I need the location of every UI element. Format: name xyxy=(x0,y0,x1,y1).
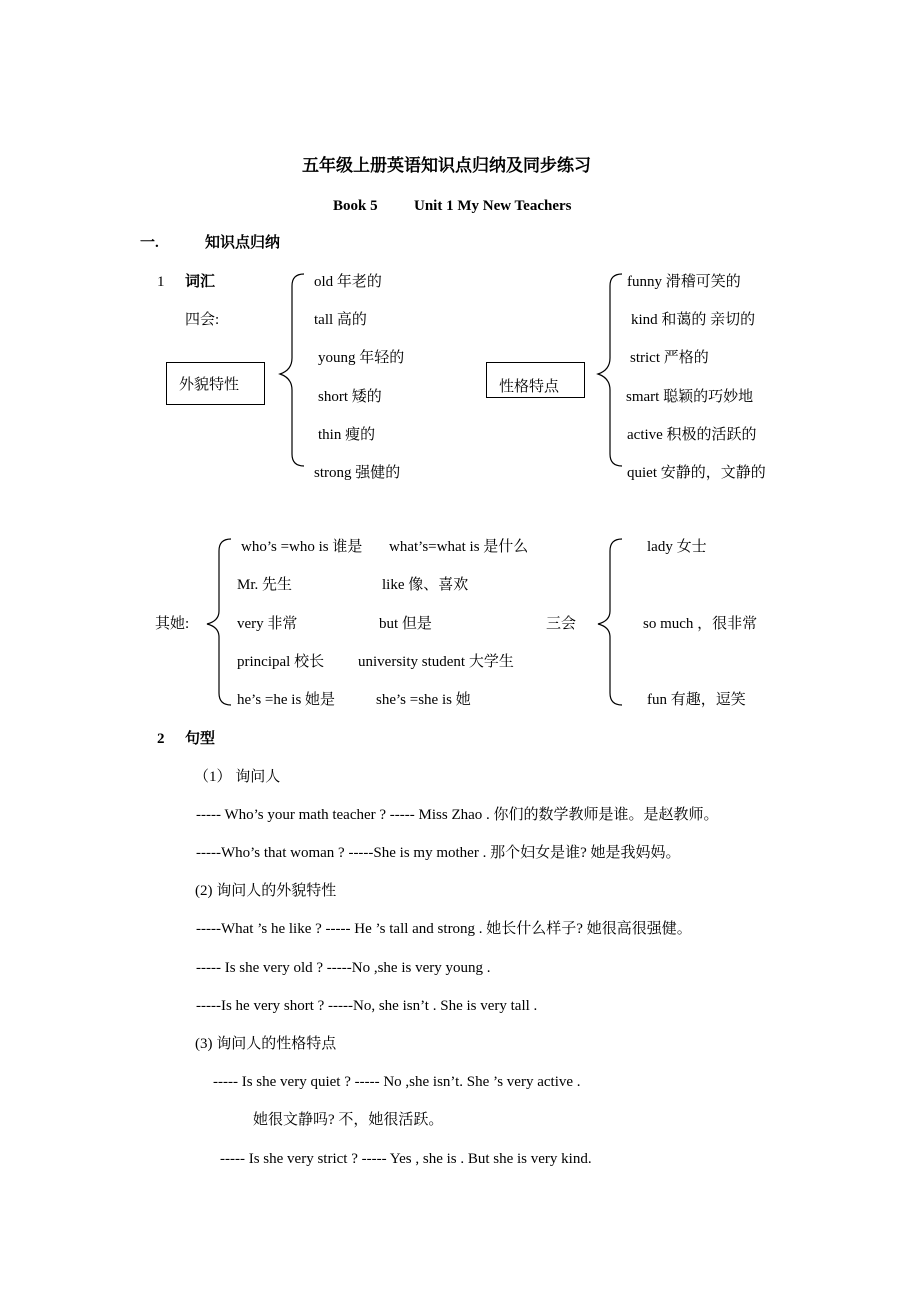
three-skills-item: so much ，很非常 xyxy=(643,616,758,632)
dialogue-line: ----- Who’s your math teacher ? ----- Miss Zhao . 你们的数学教师是谁。是赵教师。 xyxy=(196,807,719,823)
appearance-box-label: 外貌特性 xyxy=(179,377,240,393)
section-heading: 知识点归纳 xyxy=(205,235,281,251)
appearance-item: thin 瘦的 xyxy=(318,427,376,443)
dialogue-translation: 她很文静吗? 不，她很活跃。 xyxy=(253,1112,444,1128)
character-box xyxy=(486,362,585,398)
others-col1-item: very 非常 xyxy=(237,616,298,632)
others-col1-item: principal 校长 xyxy=(237,654,325,670)
appearance-item: old 年老的 xyxy=(314,274,382,290)
section-number: 一. xyxy=(140,235,159,251)
three-skills-brace xyxy=(596,537,626,707)
book-label: Book 5 xyxy=(333,198,378,214)
appearance-item: tall 高的 xyxy=(314,312,367,328)
others-col1-item: Mr. 先生 xyxy=(237,577,293,593)
others-col2-item: what’s=what is 是什么 xyxy=(389,539,529,555)
character-item: quiet 安静的，文静的 xyxy=(627,465,766,481)
sentences-label: 句型 xyxy=(185,731,216,747)
subheading: (3) 询问人的性格特点 xyxy=(195,1036,337,1052)
three-skills-item: fun 有趣，逗笑 xyxy=(647,692,746,708)
others-col2-item: but 但是 xyxy=(379,616,432,632)
dialogue-line: -----What ’s he like ? ----- He ’s tall and strong . 她长什么样子? 她很高很强健。 xyxy=(196,921,692,937)
others-col2-item: like 像、喜欢 xyxy=(382,577,469,593)
appearance-item: strong 强健的 xyxy=(314,465,401,481)
vocab-label: 词汇 xyxy=(185,274,216,290)
four-skills-label: 四会: xyxy=(185,312,220,328)
character-item: smart 聪颖的巧妙地 xyxy=(626,389,754,405)
subheading: （1） 询问人 xyxy=(194,769,281,785)
appearance-brace xyxy=(278,272,308,468)
subheading: (2) 询问人的外貌特性 xyxy=(195,883,337,899)
vocab-number: 1 xyxy=(157,274,165,290)
three-skills-label: 三会 xyxy=(546,616,577,632)
dialogue-line: -----Is he very short ? -----No, she isn’t . She is very tall . xyxy=(196,998,538,1014)
appearance-item: short 矮的 xyxy=(318,389,382,405)
dialogue-line: ----- Is she very quiet ? ----- No ,she isn’t. She ’s very active . xyxy=(213,1074,581,1090)
character-brace xyxy=(596,272,626,468)
others-brace xyxy=(205,537,235,707)
character-item: active 积极的活跃的 xyxy=(627,427,757,443)
character-item: funny 滑稽可笑的 xyxy=(627,274,741,290)
appearance-box xyxy=(166,362,265,405)
dialogue-line: ----- Is she very strict ? ----- Yes , she is . But she is very kind. xyxy=(220,1151,592,1167)
character-item: strict 严格的 xyxy=(630,350,709,366)
three-skills-item: lady 女士 xyxy=(647,539,707,555)
others-label: 其她: xyxy=(155,616,190,632)
others-col1-item: he’s =he is 她是 xyxy=(237,692,336,708)
others-col1-item: who’s =who is 谁是 xyxy=(241,539,363,555)
dialogue-line: -----Who’s that woman ? -----She is my mother . 那个妇女是谁? 她是我妈妈。 xyxy=(196,845,681,861)
dialogue-line: ----- Is she very old ? -----No ,she is very young . xyxy=(196,960,491,976)
appearance-item: young 年轻的 xyxy=(318,350,405,366)
sentences-number: 2 xyxy=(157,731,165,747)
page-title: 五年级上册英语知识点归纳及同步练习 xyxy=(302,156,591,175)
character-box-label: 性格特点 xyxy=(499,379,560,395)
others-col2-item: she’s =she is 她 xyxy=(376,692,471,708)
unit-title: Unit 1 My New Teachers xyxy=(414,198,572,214)
character-item: kind 和蔼的 亲切的 xyxy=(631,312,756,328)
others-col2-item: university student 大学生 xyxy=(358,654,514,670)
